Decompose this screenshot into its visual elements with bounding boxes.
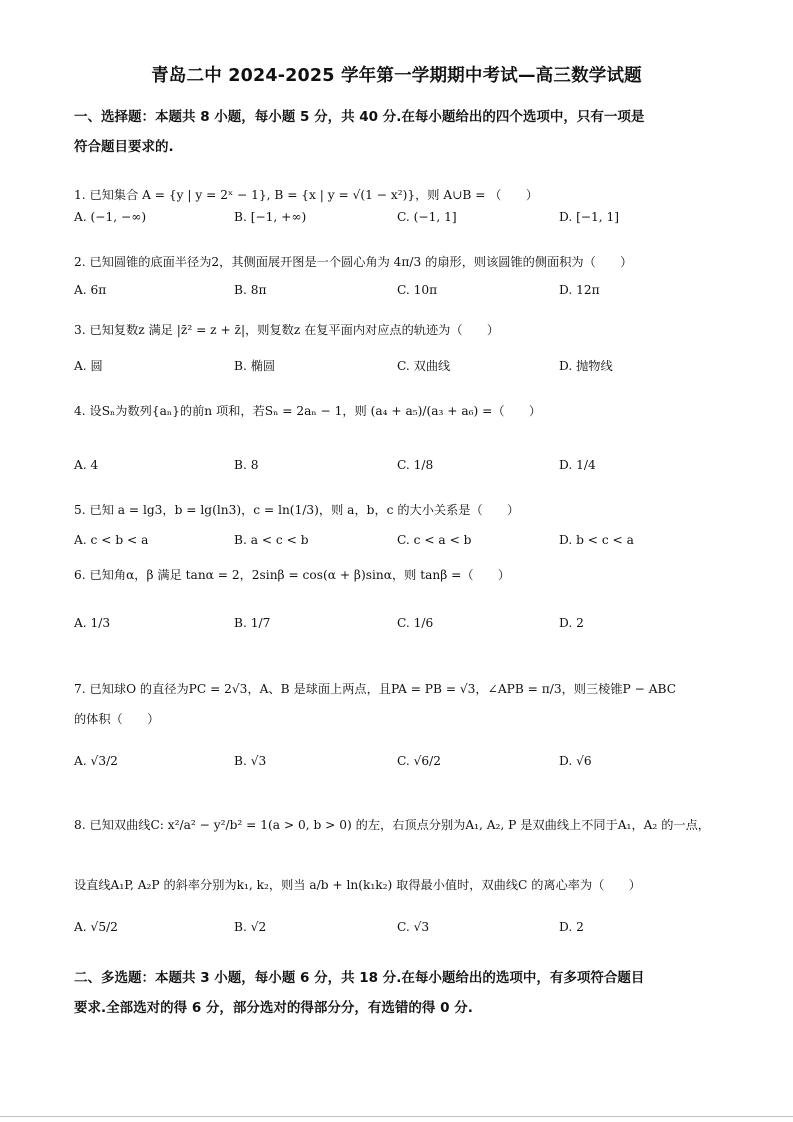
section-2-heading-line1: 二、多选题：本题共 3 小题，每小题 6 分，共 18 分.在每小题给出的选项中，有多项符合题目: [74, 970, 645, 986]
question-4-stem: 4. 设Sₙ为数列{aₙ}的前n 项和，若Sₙ = 2aₙ − 1，则 (a₄ + a₅)/(a₃ + a₆) =（ ）: [74, 404, 542, 418]
section-1-heading-line2: 符合题目要求的.: [74, 139, 174, 155]
question-6-option-b[interactable]: B. 1/7: [234, 616, 271, 630]
question-3-option-a[interactable]: A. 圆: [74, 359, 103, 373]
question-7-stem-cont: 的体积（ ）: [74, 712, 160, 726]
question-1-option-c[interactable]: C. (−1, 1]: [397, 210, 457, 224]
page-bottom-border: [0, 1116, 793, 1117]
question-5-option-c[interactable]: C. c < a < b: [397, 533, 472, 547]
question-7-option-b[interactable]: B. √3: [234, 754, 267, 768]
question-6-option-d[interactable]: D. 2: [559, 616, 584, 630]
question-7-option-a[interactable]: A. √3/2: [74, 754, 118, 768]
question-4-option-d[interactable]: D. 1/4: [559, 458, 596, 472]
question-5-option-b[interactable]: B. a < c < b: [234, 533, 309, 547]
question-1-option-a[interactable]: A. (−1, −∞): [74, 210, 147, 224]
question-8-stem-cont: 设直线A₁P, A₂P 的斜率分别为k₁, k₂，则当 a/b + ln(k₁k₂) 取得最小值时，双曲线C 的离心率为（ ）: [74, 878, 641, 892]
section-2-heading-line2: 要求.全部选对的得 6 分，部分选对的得部分分，有选错的得 0 分.: [74, 1000, 473, 1016]
question-7-option-d[interactable]: D. √6: [559, 754, 592, 768]
question-7-stem: 7. 已知球O 的直径为PC = 2√3，A、B 是球面上两点，且PA = PB = √3，∠APB = π/3，则三棱锥P − ABC: [74, 682, 677, 696]
question-6-stem: 6. 已知角α，β 满足 tanα = 2，2sinβ = cos(α + β)sinα，则 tanβ =（ ）: [74, 568, 511, 582]
page-title: 青岛二中 2024-2025 学年第一学期期中考试—高三数学试题: [151, 66, 642, 86]
section-1-heading: [74, 102, 734, 162]
question-5-option-d[interactable]: D. b < c < a: [559, 533, 634, 547]
question-3-stem: 3. 已知复数z 满足 |z̄² = z + z̄|，则复数z 在复平面内对应点的轨迹为（ ）: [74, 323, 500, 337]
question-4-option-a[interactable]: A. 4: [74, 458, 99, 472]
question-3-option-c[interactable]: C. 双曲线: [397, 359, 451, 373]
question-8-option-a[interactable]: A. √5/2: [74, 920, 118, 934]
question-5-option-a[interactable]: A. c < b < a: [74, 533, 149, 547]
question-2-option-a[interactable]: A. 6π: [74, 283, 107, 297]
question-8-option-d[interactable]: D. 2: [559, 920, 584, 934]
question-6-option-c[interactable]: C. 1/6: [397, 616, 434, 630]
question-4-option-c[interactable]: C. 1/8: [397, 458, 434, 472]
question-2-option-d[interactable]: D. 12π: [559, 283, 600, 297]
question-2-option-c[interactable]: C. 10π: [397, 283, 438, 297]
question-1-option-b[interactable]: B. [−1, +∞): [234, 210, 307, 224]
question-5-stem: 5. 已知 a = lg3，b = lg(ln3)，c = ln(1/3)，则 a，b，c 的大小关系是（ ）: [74, 503, 520, 517]
question-1-stem: 1. 已知集合 A = {y | y = 2ˣ − 1}, B = {x | y = √(1 − x²)}，则 A∪B = （ ）: [74, 188, 539, 202]
question-8-option-b[interactable]: B. √2: [234, 920, 267, 934]
question-7-option-c[interactable]: C. √6/2: [397, 754, 442, 768]
question-1-option-d[interactable]: D. [−1, 1]: [559, 210, 620, 224]
question-3-option-d[interactable]: D. 抛物线: [559, 359, 613, 373]
question-3-option-b[interactable]: B. 椭圆: [234, 359, 276, 373]
question-2-stem: 2. 已知圆锥的底面半径为2，其侧面展开图是一个圆心角为 4π/3 的扇形，则该圆锥的侧面积为（ ）: [74, 255, 633, 269]
question-8-stem: 8. 已知双曲线C: x²/a² − y²/b² = 1(a > 0, b > 0) 的左，右顶点分别为A₁, A₂, P 是双曲线上不同于A₁，A₂ 的一点，: [74, 818, 710, 832]
section-1-heading-line1: 一、选择题：本题共 8 小题，每小题 5 分，共 40 分.在每小题给出的四个选项中，只有一项是: [74, 109, 645, 125]
question-2-option-b[interactable]: B. 8π: [234, 283, 267, 297]
section-2-heading: [74, 963, 734, 1023]
question-8-option-c[interactable]: C. √3: [397, 920, 430, 934]
question-4-option-b[interactable]: B. 8: [234, 458, 259, 472]
question-6-option-a[interactable]: A. 1/3: [74, 616, 111, 630]
